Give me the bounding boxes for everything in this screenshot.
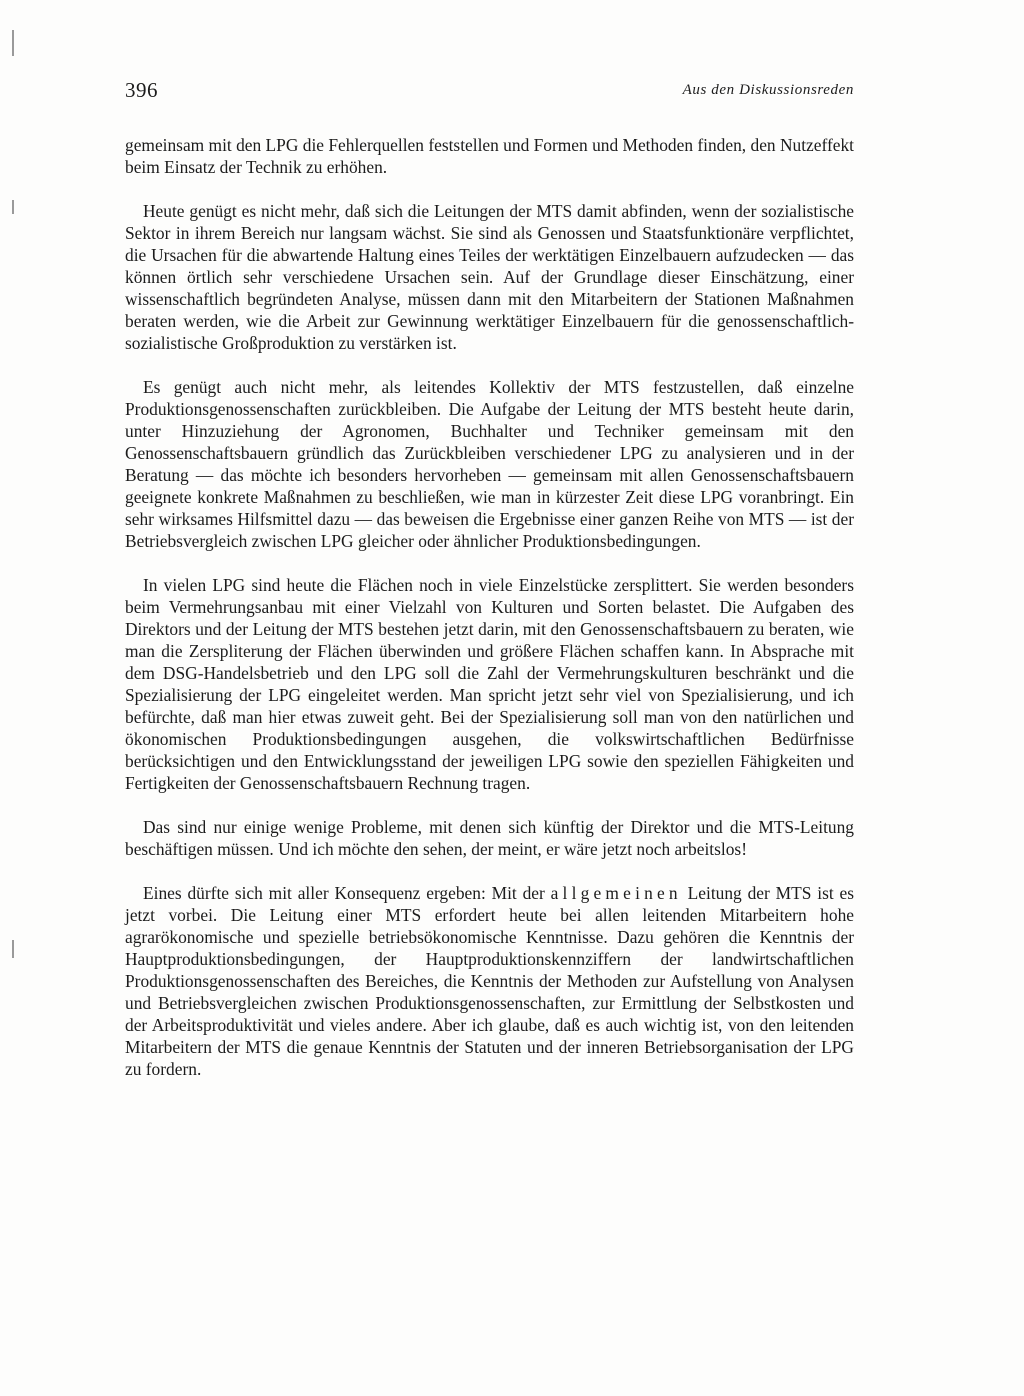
paragraph-text: Eines dürfte sich mit aller Konsequenz ergeben: Mit der xyxy=(143,883,551,903)
paragraph: Heute genügt es nicht mehr, daß sich die Leitungen der MTS damit abfinden, wenn der sozialistische Sektor in ihrem Bereich nur langsam wächst. Sie sind als Genossen und Staatsfunktionäre verpflichtet, die Ursachen für die abwartende Haltung eines Teiles der werktätigen Einzelbauern aufzudecken — das können örtlich sehr verschiedene Ursachen sein. Auf der Grundlage dieser Einschätzung, einer wissenschaftlich begründeten Analyse, müssen dann mit den Mitarbeitern der Stationen Maßnahmen beraten werden, wie die Arbeit zur Gewinnung werktätiger Einzelbauern für die genossenschaftlich-sozialistische Großproduktion zu verstärken ist. xyxy=(125,201,854,353)
running-head: Aus den Diskussionsreden xyxy=(682,82,854,98)
paragraph: Es genügt auch nicht mehr, als leitendes Kollektiv der MTS festzustellen, daß einzelne Produktionsgenossenschaften zurückbleiben. Die Aufgabe der Leitung der MTS besteht heute darin, unter Hinzuziehung der Agronomen, Buchhalter und Techniker gemeinsam mit den Genossenschaftsbauern gründlich das Zurückbleiben verschiedener LPG zu analysieren und in der Beratung — das möchte ich besonders hervorheben — gemeinsam mit allen Genossenschaftsbauern geeignete konkrete Maßnahmen zu beschließen, wie man in kürzester Zeit diese LPG voranbringt. Ein sehr wirksames Hilfsmittel dazu — das beweisen die Ergebnisse einer ganzen Reihe von MTS — ist der Betriebsvergleich zwischen LPG gleicher oder ähnlicher Produktionsbedingungen. xyxy=(125,377,854,551)
paragraph: Das sind nur einige wenige Probleme, mit denen sich künftig der Direktor und die MTS-Leitung beschäftigen müssen. Und ich möchte den sehen, der meint, er wäre jetzt noch arbeitslos! xyxy=(125,817,854,859)
page-number: 396 xyxy=(125,78,158,102)
left-margin-mark xyxy=(12,200,14,214)
left-margin-mark xyxy=(12,940,14,958)
left-margin-mark xyxy=(12,30,14,56)
paragraph: In vielen LPG sind heute die Flächen noch in viele Einzelstücke zersplittert. Sie werden besonders beim Vermehrungsanbau mit einer Vielzahl von Kulturen und Sorten belastet. Die Aufgaben des Direktors und der Leitung der MTS bestehen jetzt darin, mit den Genossenschaftsbauern zu beraten, wie man die Zerspliterung der Flächen überwinden und größere Flächen schaffen kann. In Absprache mit dem DSG-Handelsbetrieb und den LPG soll die Zahl der Vermehrungskulturen beschränkt und die Spezialisierung der LPG eingeleitet werden. Man spricht jetzt sehr viel von Spezialisierung, und ich befürchte, daß man hier etwas zuweit geht. Bei der Spezialisierung soll man von den natürlichen und ökonomischen Produktionsbedingungen ausgehen, die volkswirtschaftlichen Bedürfnisse berücksichtigen und den Entwicklungsstand der jeweiligen LPG sowie den speziellen Fähigkeiten und Fertigkeiten der Genossenschaftsbauern Rechnung tragen. xyxy=(125,575,854,793)
emphasized-word: allgemeinen xyxy=(550,883,682,903)
paragraph-text: Leitung der MTS ist es jetzt vorbei. Die Leitung einer MTS erfordert heute bei allen leitenden Mitarbeitern hohe agrarökonomische und spezielle betriebsökonomische Kenntnisse. Dazu gehören die Kenntnis der Hauptproduktionsbedingungen, der Hauptproduktionskennziffern der landwirtschaftlichen Produktionsgenossenschaften des Bereiches, die Kenntnis der Methoden zur Aufstellung von Analysen und Betriebsvergleichen zwischen Produktionsgenossenschaften, zur Ermittlung der Selbstkosten und der Arbeitsproduktivität und vieles andere. Aber ich glaube, daß es auch wichtig ist, von den leitenden Mitarbeitern der MTS die genaue Kenntnis der Statuten und der inneren Betriebsorganisation der LPG zu fordern. xyxy=(125,883,854,1079)
page-header xyxy=(125,78,854,106)
paragraph: gemeinsam mit den LPG die Fehlerquellen feststellen und Formen und Methoden finden, den Nutzeffekt beim Einsatz der Technik zu erhöhen. xyxy=(125,135,854,177)
body-text xyxy=(125,134,854,1102)
paragraph xyxy=(125,882,854,1080)
